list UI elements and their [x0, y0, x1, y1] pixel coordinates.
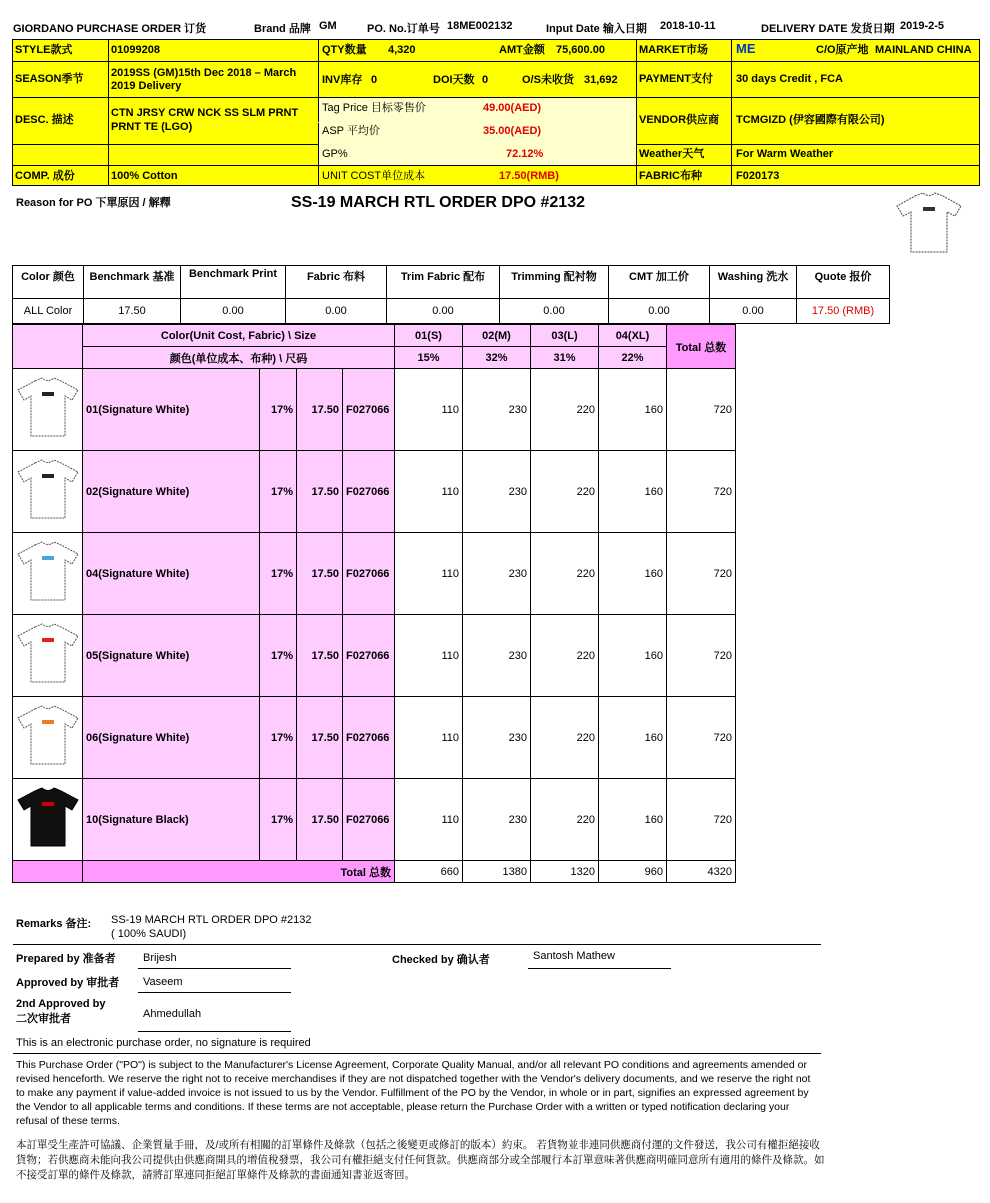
bm-header: Trimming 配衬物 [500, 266, 609, 299]
bm-value: 0.00 [609, 299, 710, 324]
bm-header: Color 颜色 [13, 266, 84, 299]
size-ratio: 32% [463, 347, 531, 369]
gp-value: 72.12% [506, 148, 544, 160]
grid-head-1: Color(Unit Cost, Fabric) \ Size [83, 325, 395, 347]
prepared-by-value: Brijesh [143, 952, 177, 964]
bm-value: 0.00 [710, 299, 797, 324]
doi-value: 0 [482, 74, 489, 86]
second-approved-label-2: 二次审批者 [16, 1013, 71, 1025]
grand-total-cell: 4320 [667, 861, 736, 883]
vendor-label: VENDOR供应商 [639, 114, 720, 126]
tshirt-white-icon [15, 704, 81, 768]
row-pct: 17% [260, 451, 297, 533]
po-info-block [12, 39, 980, 186]
row-color: 01(Signature White) [83, 369, 260, 451]
order-row [13, 779, 736, 861]
bm-header: Quote 报价 [797, 266, 890, 299]
approved-by-value: Vaseem [143, 976, 183, 988]
bm-value: 0.00 [181, 299, 286, 324]
electronic-po-note: This is an electronic purchase order, no signature is required [16, 1037, 311, 1049]
brand-value: GM [319, 20, 337, 32]
weather-label: Weather天气 [639, 148, 705, 160]
row-color: 05(Signature White) [83, 615, 260, 697]
bm-quote-value: 17.50 (RMB) [797, 299, 890, 324]
order-grid [12, 324, 736, 883]
tshirt-white-icon [893, 190, 965, 256]
row-qty-m: 230 [463, 369, 531, 451]
market-value: ME [736, 41, 756, 56]
bm-value: 0.00 [286, 299, 387, 324]
season-value-1: 2019SS (GM)15th Dec 2018 – March [111, 67, 297, 79]
bm-header: Fabric 布料 [286, 266, 387, 299]
row-pct: 17% [260, 697, 297, 779]
order-row [13, 451, 736, 533]
po-value: 18ME002132 [447, 20, 513, 32]
season-value-2: 2019 Delivery [111, 80, 182, 92]
row-qty-m: 230 [463, 697, 531, 779]
product-thumbnail [893, 190, 965, 256]
size-ratio: 22% [599, 347, 667, 369]
row-qty-xl: 160 [599, 533, 667, 615]
order-row [13, 533, 736, 615]
po-label: PO. No.订单号 [367, 23, 440, 35]
prepared-by-label: Prepared by 准备者 [16, 953, 116, 965]
grid-head-2: 颜色(单位成本、布种) \ 尺码 [83, 347, 395, 369]
asp-label: ASP 平均价 [322, 125, 380, 137]
row-cost: 17.50 [297, 533, 343, 615]
row-thumbnail [13, 697, 83, 779]
total-row-blank [13, 861, 83, 883]
co-label: C/O原产地 [816, 44, 869, 56]
bm-value: 0.00 [387, 299, 500, 324]
row-qty-xl: 160 [599, 779, 667, 861]
second-approved-label-1: 2nd Approved by [16, 998, 106, 1010]
input-date-value: 2018-10-11 [660, 20, 716, 32]
row-qty-l: 220 [531, 369, 599, 451]
company-title: GIORDANO PURCHASE ORDER 订货 [13, 23, 207, 35]
row-total: 720 [667, 697, 736, 779]
row-fabric: F027066 [343, 451, 395, 533]
row-qty-s: 110 [395, 533, 463, 615]
row-cost: 17.50 [297, 779, 343, 861]
doi-label: DOI天数 [433, 74, 475, 86]
remarks-label: Remarks 备注: [16, 918, 92, 930]
row-qty-s: 110 [395, 697, 463, 779]
row-color: 02(Signature White) [83, 451, 260, 533]
row-cost: 17.50 [297, 697, 343, 779]
tshirt-white-icon [15, 376, 81, 440]
qty-label: QTY数量 [322, 44, 367, 56]
row-pct: 17% [260, 533, 297, 615]
season-label: SEASON季节 [15, 73, 84, 85]
row-qty-s: 110 [395, 451, 463, 533]
row-qty-xl: 160 [599, 615, 667, 697]
style-value: 01099208 [111, 44, 160, 56]
bm-header: Benchmark Print [181, 266, 286, 299]
row-thumbnail [13, 779, 83, 861]
checked-by-value: Santosh Mathew [533, 950, 615, 962]
row-thumbnail [13, 451, 83, 533]
row-cost: 17.50 [297, 615, 343, 697]
total-cell: 1380 [463, 861, 531, 883]
row-thumbnail [13, 369, 83, 451]
row-thumbnail [13, 533, 83, 615]
fabric-value: F020173 [736, 170, 780, 182]
tshirt-white-icon [15, 622, 81, 686]
unit-cost-label: UNIT COST单位成本 [322, 170, 426, 182]
input-date-label: Input Date 输入日期 [546, 23, 647, 35]
qty-value: 4,320 [388, 44, 416, 56]
tag-price-value: 49.00(AED) [483, 102, 542, 114]
vendor-value: TCMGIZD (伊容國際有限公司) [736, 114, 885, 126]
desc-label: DESC. 描述 [15, 114, 74, 126]
fabric-label: FABRIC布种 [639, 170, 702, 182]
size-ratio: 15% [395, 347, 463, 369]
terms-english: This Purchase Order ("PO") is subject to the Manufacturer's License Agreement, Corporate Quality Manual, and/or all relevant PO conditions and agreements amended or revised henceforth. We reserve the right not to receive merchandises if they are not dispatched together with the Vendor's delivery documents, and we reserve the right not to make any payment if value-added invoice is not issued to us by the Vendor. Fulfillment of the PO by the Vendor, in whole or in part, signifies an expressed agreement by the Vendor to all applicable terms and conditions. If these terms are not acceptable, please return the Purchase Order with a written or typed notification declaring your refusal of these terms. [16, 1059, 811, 1127]
brand-label: Brand 品牌 [254, 23, 311, 35]
bm-value: 17.50 [84, 299, 181, 324]
desc-value-1: CTN JRSY CRW NCK SS SLM PRNT [111, 107, 299, 119]
co-value: MAINLAND CHINA [875, 44, 972, 56]
bm-header: CMT 加工价 [609, 266, 710, 299]
row-qty-l: 220 [531, 451, 599, 533]
delivery-date-value: 2019-2-5 [900, 20, 945, 32]
bm-header: Trim Fabric 配布 [387, 266, 500, 299]
row-qty-l: 220 [531, 697, 599, 779]
row-qty-l: 220 [531, 533, 599, 615]
payment-label: PAYMENT支付 [639, 73, 713, 85]
row-fabric: F027066 [343, 697, 395, 779]
market-label: MARKET市场 [639, 44, 709, 56]
row-pct: 17% [260, 779, 297, 861]
row-qty-xl: 160 [599, 697, 667, 779]
comp-label: COMP. 成份 [15, 170, 75, 182]
row-qty-s: 110 [395, 779, 463, 861]
style-label: STYLE款式 [15, 44, 73, 56]
row-qty-m: 230 [463, 615, 531, 697]
size-ratio: 31% [531, 347, 599, 369]
grid-corner [13, 325, 83, 369]
total-cell: 1320 [531, 861, 599, 883]
po-header [13, 20, 978, 36]
amt-value: 75,600.00 [556, 44, 605, 56]
remarks-line-1: SS-19 MARCH RTL ORDER DPO #2132 [111, 914, 312, 926]
row-qty-m: 230 [463, 779, 531, 861]
bm-value: ALL Color [13, 299, 84, 324]
bm-value: 0.00 [500, 299, 609, 324]
row-cost: 17.50 [297, 451, 343, 533]
os-value: 31,692 [584, 74, 618, 86]
row-fabric: F027066 [343, 615, 395, 697]
comp-value: 100% Cotton [111, 170, 178, 182]
row-total: 720 [667, 533, 736, 615]
reason-label: Reason for PO 下單原因 / 解釋 [16, 197, 171, 209]
row-total: 720 [667, 451, 736, 533]
row-qty-l: 220 [531, 615, 599, 697]
total-cell: 960 [599, 861, 667, 883]
unit-cost-value: 17.50(RMB) [499, 170, 559, 182]
row-fabric: F027066 [343, 533, 395, 615]
size-header: 03(L) [531, 325, 599, 347]
inv-value: 0 [371, 74, 378, 86]
tshirt-white-icon [15, 540, 81, 604]
os-label: O/S未收货 [522, 74, 574, 86]
row-total: 720 [667, 615, 736, 697]
tshirt-white-icon [15, 458, 81, 522]
amt-label: AMT金额 [499, 44, 545, 56]
weather-value: For Warm Weather [736, 148, 834, 160]
row-color: 06(Signature White) [83, 697, 260, 779]
bm-header: Benchmark 基准 [84, 266, 181, 299]
order-row [13, 615, 736, 697]
total-header: Total 总数 [667, 325, 736, 369]
desc-value-2: PRNT TE (LGO) [111, 121, 193, 133]
bm-header: Washing 洗水 [710, 266, 797, 299]
tag-price-label: Tag Price 目标零售价 [322, 102, 426, 114]
row-pct: 17% [260, 369, 297, 451]
row-cost: 17.50 [297, 369, 343, 451]
row-total: 720 [667, 779, 736, 861]
size-header: 02(M) [463, 325, 531, 347]
size-header: 01(S) [395, 325, 463, 347]
row-qty-s: 110 [395, 615, 463, 697]
totals-label: Total 总数 [83, 861, 395, 883]
delivery-date-label: DELIVERY DATE 发货日期 [761, 23, 895, 35]
asp-value: 35.00(AED) [483, 125, 542, 137]
gp-label: GP% [322, 148, 348, 160]
tshirt-black-icon [15, 786, 81, 850]
row-qty-l: 220 [531, 779, 599, 861]
terms-chinese: 本訂單受生產許可協議、企業質量手冊，及/或所有相關的訂單條件及條款（包括之後變更或修訂的版本）約束。 若貨物並非連同供應商付運的文件發送，我公司有權拒絕接收貨物；若供應商未能向我公司提供由供應商開具的增值稅發票，我公司有權拒絕支付任何貨款。供應商部分或全部履行本訂單意味著供應商明確同意所有適用的條件及條款。如不接受訂單的條件及條款，請將訂單連同拒絕訂單條件及條款的書面通知書並返寄回。 [16, 1139, 825, 1181]
order-row [13, 697, 736, 779]
order-title: SS-19 MARCH RTL ORDER DPO #2132 [291, 194, 585, 211]
inv-label: INV库存 [322, 74, 363, 86]
approved-by-label: Approved by 审批者 [16, 977, 120, 989]
checked-by-label: Checked by 确认者 [392, 954, 490, 966]
benchmark-table [12, 265, 890, 324]
row-total: 720 [667, 369, 736, 451]
row-qty-m: 230 [463, 451, 531, 533]
row-fabric: F027066 [343, 779, 395, 861]
second-approved-value: Ahmedullah [143, 1008, 202, 1020]
row-pct: 17% [260, 615, 297, 697]
order-row [13, 369, 736, 451]
size-header: 04(XL) [599, 325, 667, 347]
row-qty-xl: 160 [599, 451, 667, 533]
row-color: 10(Signature Black) [83, 779, 260, 861]
row-fabric: F027066 [343, 369, 395, 451]
row-qty-s: 110 [395, 369, 463, 451]
row-qty-xl: 160 [599, 369, 667, 451]
row-qty-m: 230 [463, 533, 531, 615]
row-color: 04(Signature White) [83, 533, 260, 615]
remarks-line-2: ( 100% SAUDI) [111, 928, 187, 940]
row-thumbnail [13, 615, 83, 697]
payment-value: 30 days Credit , FCA [736, 73, 843, 85]
total-cell: 660 [395, 861, 463, 883]
